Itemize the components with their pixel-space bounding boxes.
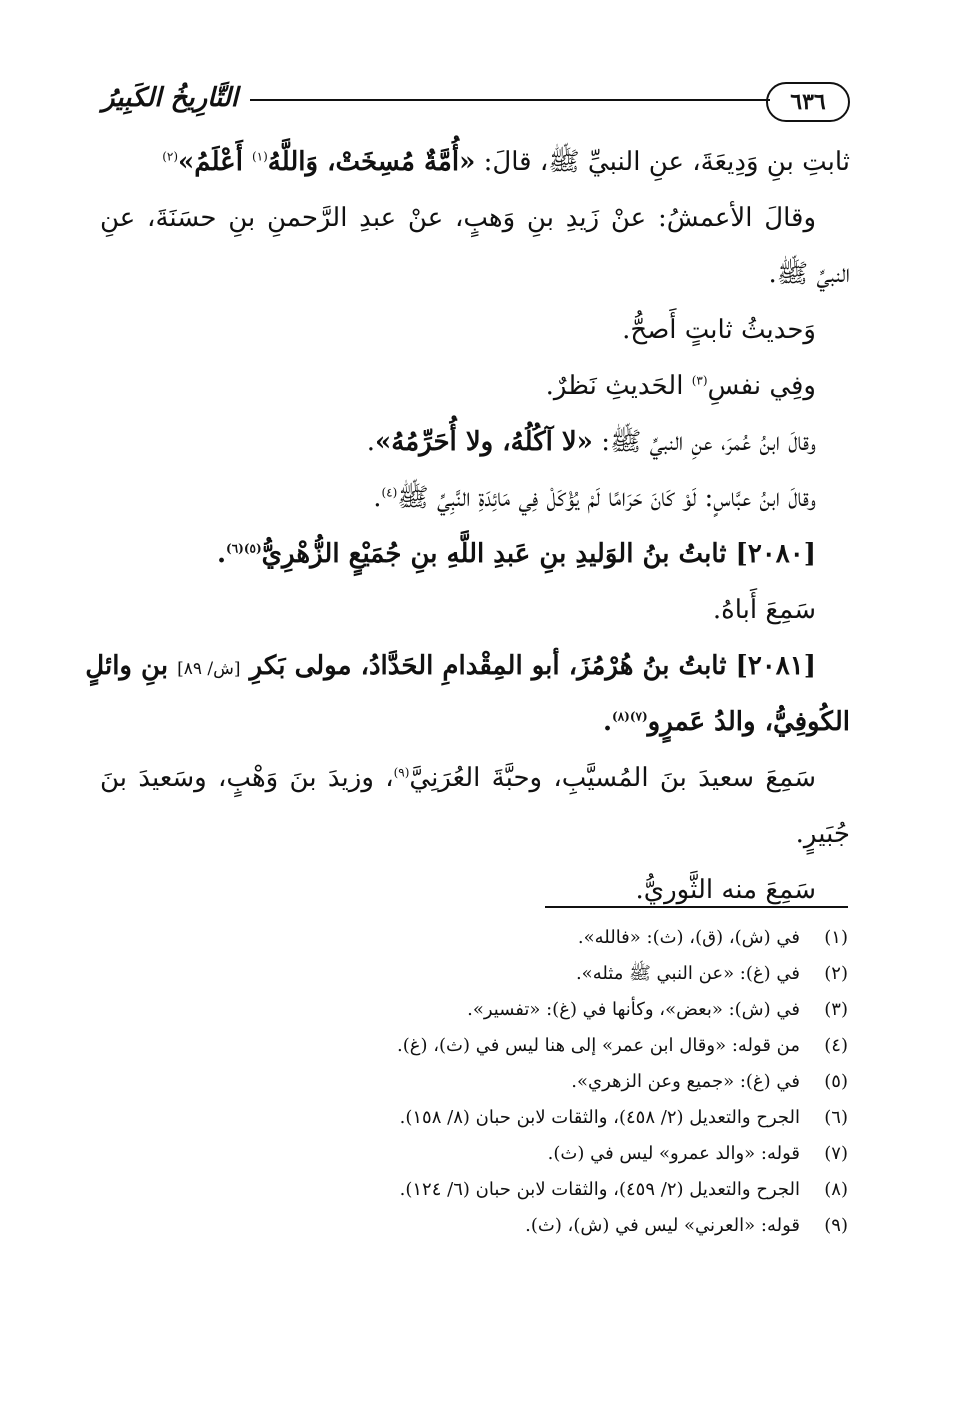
- footnote-number: (٩): [824, 1215, 848, 1236]
- text-line-7: [100, 470, 850, 526]
- footnote-number: (٤): [824, 1035, 848, 1056]
- text-line-4: وَحديثُ ثابتٍ أَصحُّ.: [622, 315, 816, 345]
- footnote-text: في (ش): «بعض»، وكأنها في (غ): «تفسير».: [467, 999, 800, 1020]
- footnotes: [100, 920, 848, 1244]
- footnote-text: قوله: «والد عمرو» ليس في (ث).: [547, 1143, 800, 1164]
- text-run: ، وزيدَ بنَ وَهْبٍ، وسَعيدَ بنَ: [100, 763, 394, 793]
- hadith-quote: «لا آكُلُهُ، ولا أُحَرِّمُهُ»: [375, 427, 593, 457]
- text-line-2: وقالَ الأعمشُ: عنْ زَيدِ بنِ وَهبٍ، عنْ عبدِ الرَّحمنِ بنِ حسَنَةَ، عنِ: [100, 203, 816, 233]
- book-title: التَّارِيخُ الكَبِيرُ: [101, 83, 239, 113]
- text-run: وقالَ ابنُ عُمرَ، عنِ النبيِّ ﷺ:: [592, 427, 816, 457]
- footnote-item: [100, 1064, 848, 1100]
- text-line-1: [100, 134, 850, 190]
- footnote-ref: (٩): [393, 765, 410, 780]
- footnote-number: (٣): [824, 999, 848, 1020]
- footnote-ref: (٣): [691, 373, 708, 388]
- header-rule: [250, 99, 770, 101]
- footnote-ref: (٢): [162, 149, 179, 164]
- text-line-12: [100, 750, 850, 806]
- footnote-ref: (١): [251, 149, 268, 164]
- text-line-11: [100, 694, 850, 750]
- footnote-text: في (ش)، (ق)، (ث): «فالله».: [577, 927, 800, 948]
- footnote-text: في (غ): «جميع وعن الزهري».: [571, 1071, 800, 1092]
- text-line-3: النبيِّ ﷺ.: [768, 259, 850, 289]
- footnote-text: الجرح والتعديل (٢/ ٤٥٩)، والثقات لابن حبان (٦/ ١٢٤).: [399, 1179, 800, 1200]
- text-run: الكُوفِيُّ، والدُ عَمرٍو: [647, 707, 850, 737]
- footnote-number: (١): [824, 927, 848, 948]
- main-text: [85, 134, 850, 918]
- footnote-ref: (٥)(٦): [226, 541, 262, 556]
- hadith-quote: أَعْلَمُ»: [178, 147, 252, 177]
- text-run: ثابتِ بنِ وَدِيعَةَ، عنِ النبيِّ ﷺ، قالَ:: [475, 147, 850, 177]
- page-number: ٦٣٦: [766, 82, 850, 122]
- text-line-5: [100, 358, 850, 414]
- entry-heading-2080: [100, 526, 850, 582]
- footnote-number: (٢): [824, 963, 848, 984]
- footnote-item: [100, 1028, 848, 1064]
- manuscript-ref: [ش/ ٨٩]: [177, 659, 241, 679]
- footnote-number: (٦): [824, 1107, 848, 1128]
- text-run: .: [216, 539, 227, 569]
- footnote-number: (٨): [824, 1179, 848, 1200]
- footnote-ref: (٧)(٨): [612, 709, 648, 724]
- footnote-item: [100, 956, 848, 992]
- footnote-item: [100, 1172, 848, 1208]
- text-line-13: جُبَيرٍ.: [795, 819, 850, 849]
- text-run: .: [373, 483, 382, 513]
- footnote-text: الجرح والتعديل (٢/ ٤٥٨)، والثقات لابن حبان (٨/ ١٥٨).: [399, 1107, 800, 1128]
- text-run: سَمِعَ سعيدَ بنَ المُسيَّبِ، وحبَّةَ العُرَنِيَّ: [409, 763, 816, 793]
- text-line-14: سَمِعَ منه الثَّوريُّ.: [635, 875, 816, 905]
- footnote-text: قوله: «العرني» ليس في (ش)، (ث).: [525, 1215, 800, 1236]
- text-run: وقالَ ابنُ عبَّاسٍ: لَوْ كَانَ حَرَامًا لَمْ يُؤْكَلْ فِي مَائِدَةِ النَّبِيِّ ﷺ: [397, 483, 816, 513]
- text-run: بنِ وائلٍ: [85, 651, 178, 681]
- text-run: وفِي نفسِ: [707, 371, 816, 401]
- text-line-6: [100, 414, 850, 470]
- text-run: [٢٠٨١] ثابتُ بنُ هُرْمُزَ، أبو المِقْدامِ الحَدَّادُ، مولى بَكرِ: [240, 651, 816, 681]
- text-run: .: [602, 707, 613, 737]
- entry-heading-2081: [85, 638, 850, 694]
- text-run: .: [366, 427, 376, 457]
- footnote-text: من قوله: «وقال ابن عمر» إلى هنا ليس في (ث)، (غ).: [396, 1035, 800, 1056]
- footnote-number: (٥): [824, 1071, 848, 1092]
- footnote-item: [100, 992, 848, 1028]
- page-header: [100, 78, 850, 128]
- text-run: [٢٠٨٠] ثابتُ بنُ الوَليدِ بنِ عَبدِ اللَّهِ بنِ جُمَيْعٍ الزُّهْرِيُّ: [261, 539, 816, 569]
- footnote-ref: (٤): [381, 485, 398, 500]
- footnote-number: (٧): [824, 1143, 848, 1164]
- hadith-quote: «أُمَّةٌ مُسِخَتْ، وَاللَّهُ: [267, 147, 476, 177]
- footnote-item: [100, 920, 848, 956]
- footnote-separator: [545, 906, 848, 908]
- footnote-item: [100, 1100, 848, 1136]
- footnote-item: [100, 1136, 848, 1172]
- text-run: الحَديثِ نَظرٌ.: [545, 371, 692, 401]
- footnote-text: في (غ): «عن النبي ﷺ مثله».: [575, 963, 800, 984]
- text-line-9: سَمِعَ أَباهُ.: [712, 595, 816, 625]
- footnote-item: [100, 1208, 848, 1244]
